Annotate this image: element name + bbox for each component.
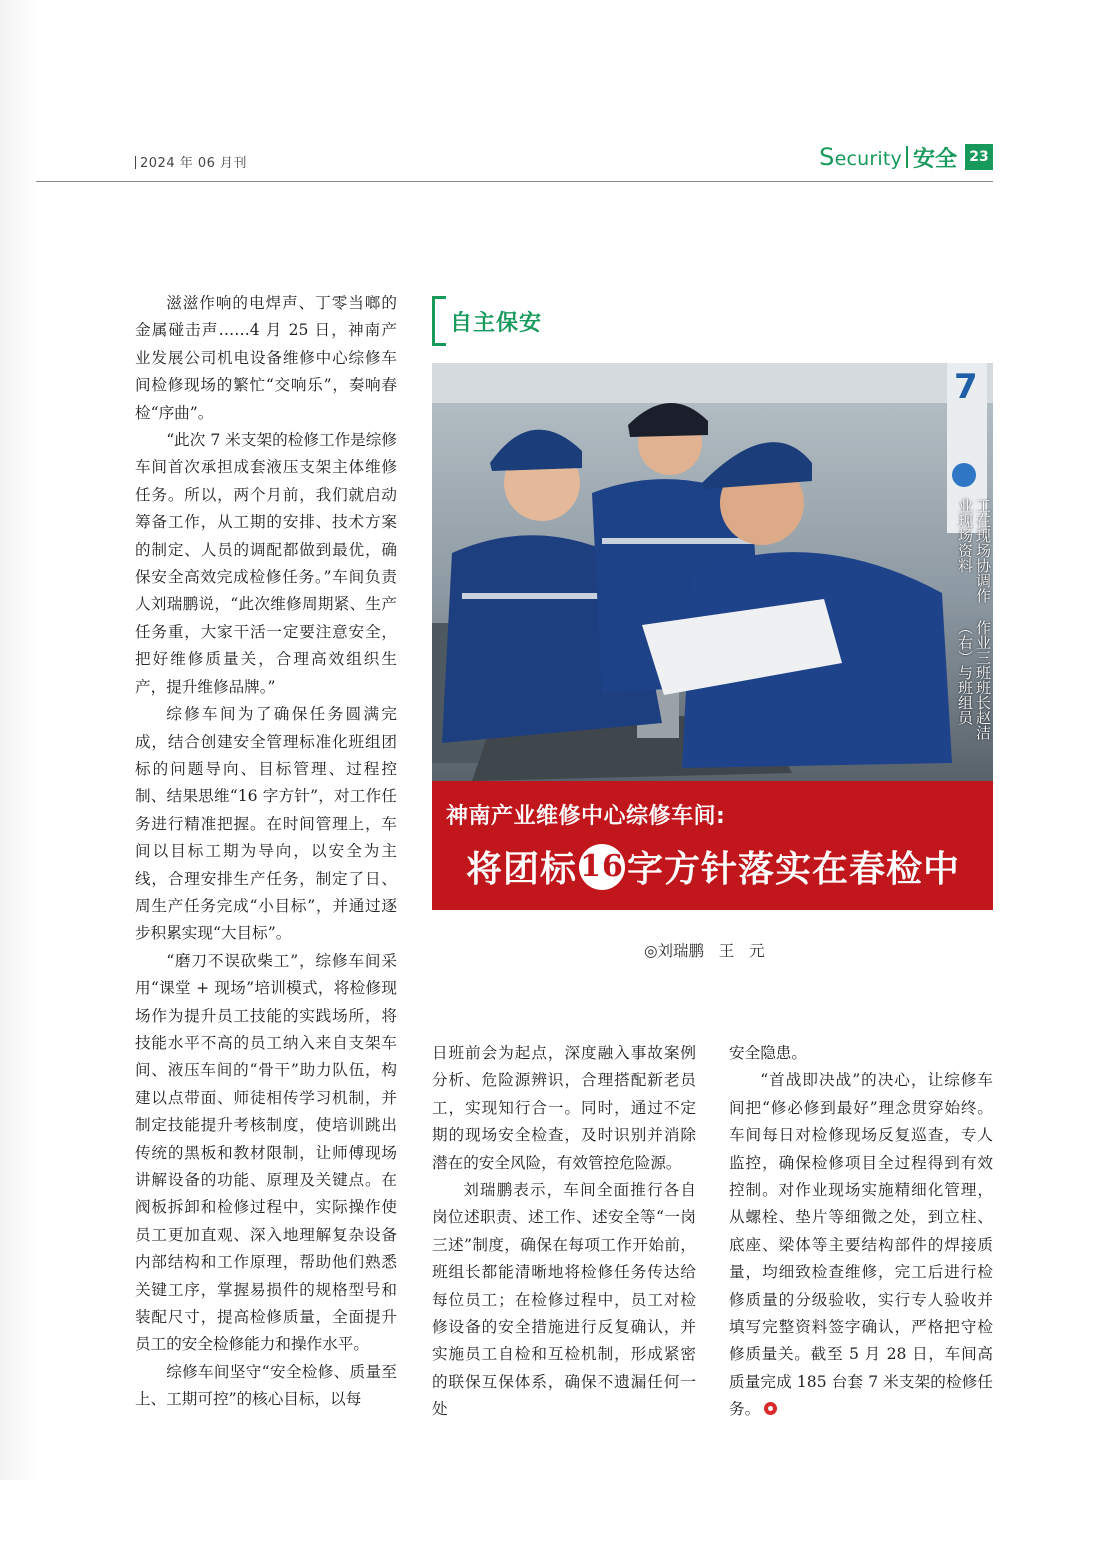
paragraph (729, 1067, 993, 1423)
article-title-band (432, 781, 993, 910)
photo-caption-line: 作业三班班长赵洁（右）与班组员 (956, 620, 992, 741)
article-title-number: 16 (579, 844, 625, 890)
paragraph: “磨刀不误砍柴工”，综修车间采用“课堂 + 现场”培训模式，将检修现场作为提升员工技能的实践场所，将技能水平不高的员工纳入来自支架车间、液压车间的“骨干”助力队伍，构建以点带面、师徒相传学习机制，并制定技能提升考核制度，使培训跳出传统的黑板和教材限制，让师傅现场讲解设备的功能、原理及关键点。在阀板拆卸和检修过程中，实际操作使员工更加直观、深入地理解复杂设备内部结构和工作原理，帮助他们熟悉关键工序，掌握易损件的规格型号和装配尺寸，提高检修质量，全面提升员工的安全检修能力和操作水平。 (135, 951, 397, 1354)
issue-label (135, 152, 247, 171)
photo-caption (940, 498, 992, 768)
article-title (466, 841, 960, 892)
reflective-stripe (602, 538, 752, 544)
section-header (819, 143, 993, 171)
paragraph-text: “首战即决战”的决心，让综修车间把“修必修到最好”理念贯穿始终。车间每日对检修现场反复巡查，专人监控，确保检修项目全过程得到有效控制。对作业现场实施精细化管理，从螺栓、垫片等细微之处，到立柱、底座、梁体等主要结构部件的焊接质量，均细致检查维修，完工后进行检修质量的分级验收，实行专人验收并填写完整资料签字确认，严格把守检修质量关。截至 5 月 28 日，车间高质量完成 185 台套 7 米支架的检修任务。 (729, 1071, 993, 1419)
section-english-initial: S (819, 143, 835, 171)
column-tag-text: 自主保安 (450, 310, 543, 336)
page-number: 23 (965, 144, 993, 170)
sign-icon (952, 463, 976, 487)
paragraph: “此次 7 米支架的检修工作是综修车间首次承担成套液压支架主体维修任务。所以，两个月前，我们就启动筹备工作，从工期的安排、技术方案的制定、人员的调配都做到最优，确保安全高效完成检修任务。”车间负责人刘瑞鹏说，“此次维修周期紧、生产任务重，大家干活一定要注意安全，把好维修质量关，合理高效组织生产，提升维修品牌。” (135, 431, 397, 696)
article-photo (432, 363, 993, 781)
paragraph: 滋滋作响的电焊声、丁零当啷的金属碰击声……4 月 25 日，神南产业发展公司机电设备维修中心综修车间检修现场的繁忙“交响乐”，奏响春检“序曲”。 (135, 294, 397, 422)
body-column-middle (432, 1040, 696, 1424)
page-gutter-shade (0, 0, 38, 1480)
photo-caption-line: 工在现场协调作业现场资料 (956, 498, 992, 603)
paragraph: 综修车间坚守“安全检修、质量至上、工期可控”的核心目标，以每 (135, 1362, 397, 1409)
ceiling (432, 363, 993, 403)
column-tag (432, 295, 542, 347)
paragraph: 刘瑞鹏表示，车间全面推行各自岗位述职责、述工作、述安全等“一岗三述”制度，确保在每项工作开始前，班组长都能清晰地将检修任务传达给每位员工；在检修过程中，员工对检修设备的安全措施进行反复确认，并实施员工自检和互检机制，形成紧密的联保互保体系，确保不遗漏任何一处 (432, 1181, 696, 1419)
issue-bar (135, 156, 136, 169)
issue-text: 2024 年 06 月刊 (140, 156, 248, 171)
section-english (819, 143, 902, 171)
header-rule (36, 181, 993, 182)
svg-text:7: 7 (954, 367, 978, 407)
body-column-left (135, 290, 397, 1414)
author-byline: ◎刘瑞鹏 王 元 (644, 942, 765, 960)
paragraph: 日班前会为起点，深度融入事故案例分析、危险源辨识，合理搭配新老员工，实现知行合一。同时，通过不定期的现场安全检查，及时识别并消除潜在的安全风险，有效管控危险源。 (432, 1044, 696, 1172)
end-mark-icon (764, 1402, 777, 1415)
section-english-rest: ecurity (834, 148, 902, 170)
body-column-right (729, 1040, 993, 1424)
section-chinese: 安全 (912, 146, 957, 172)
article-title-part: 将团标 (466, 849, 578, 890)
paragraph: 安全隐患。 (729, 1044, 807, 1062)
paragraph: 综修车间为了确保任务圆满完成，结合创建安全管理标准化班组团标的问题导向、目标管理、过程控制、结果思维“16 字方针”，对工作任务进行精准把握。在时间管理上，车间以目标工期为导向，以安全为主线，合理安排生产任务，制定了日、周生产任务完成“小目标”，并通过逐步积累实现“大目标”。 (135, 705, 397, 943)
section-divider (906, 146, 908, 168)
article-title-part: 字方针落实在春检中 (627, 849, 961, 890)
workshop-photo-illustration (432, 363, 993, 781)
column-tag-bracket (432, 296, 446, 346)
article-subtitle: 神南产业维修中心综修车间: (446, 804, 726, 829)
